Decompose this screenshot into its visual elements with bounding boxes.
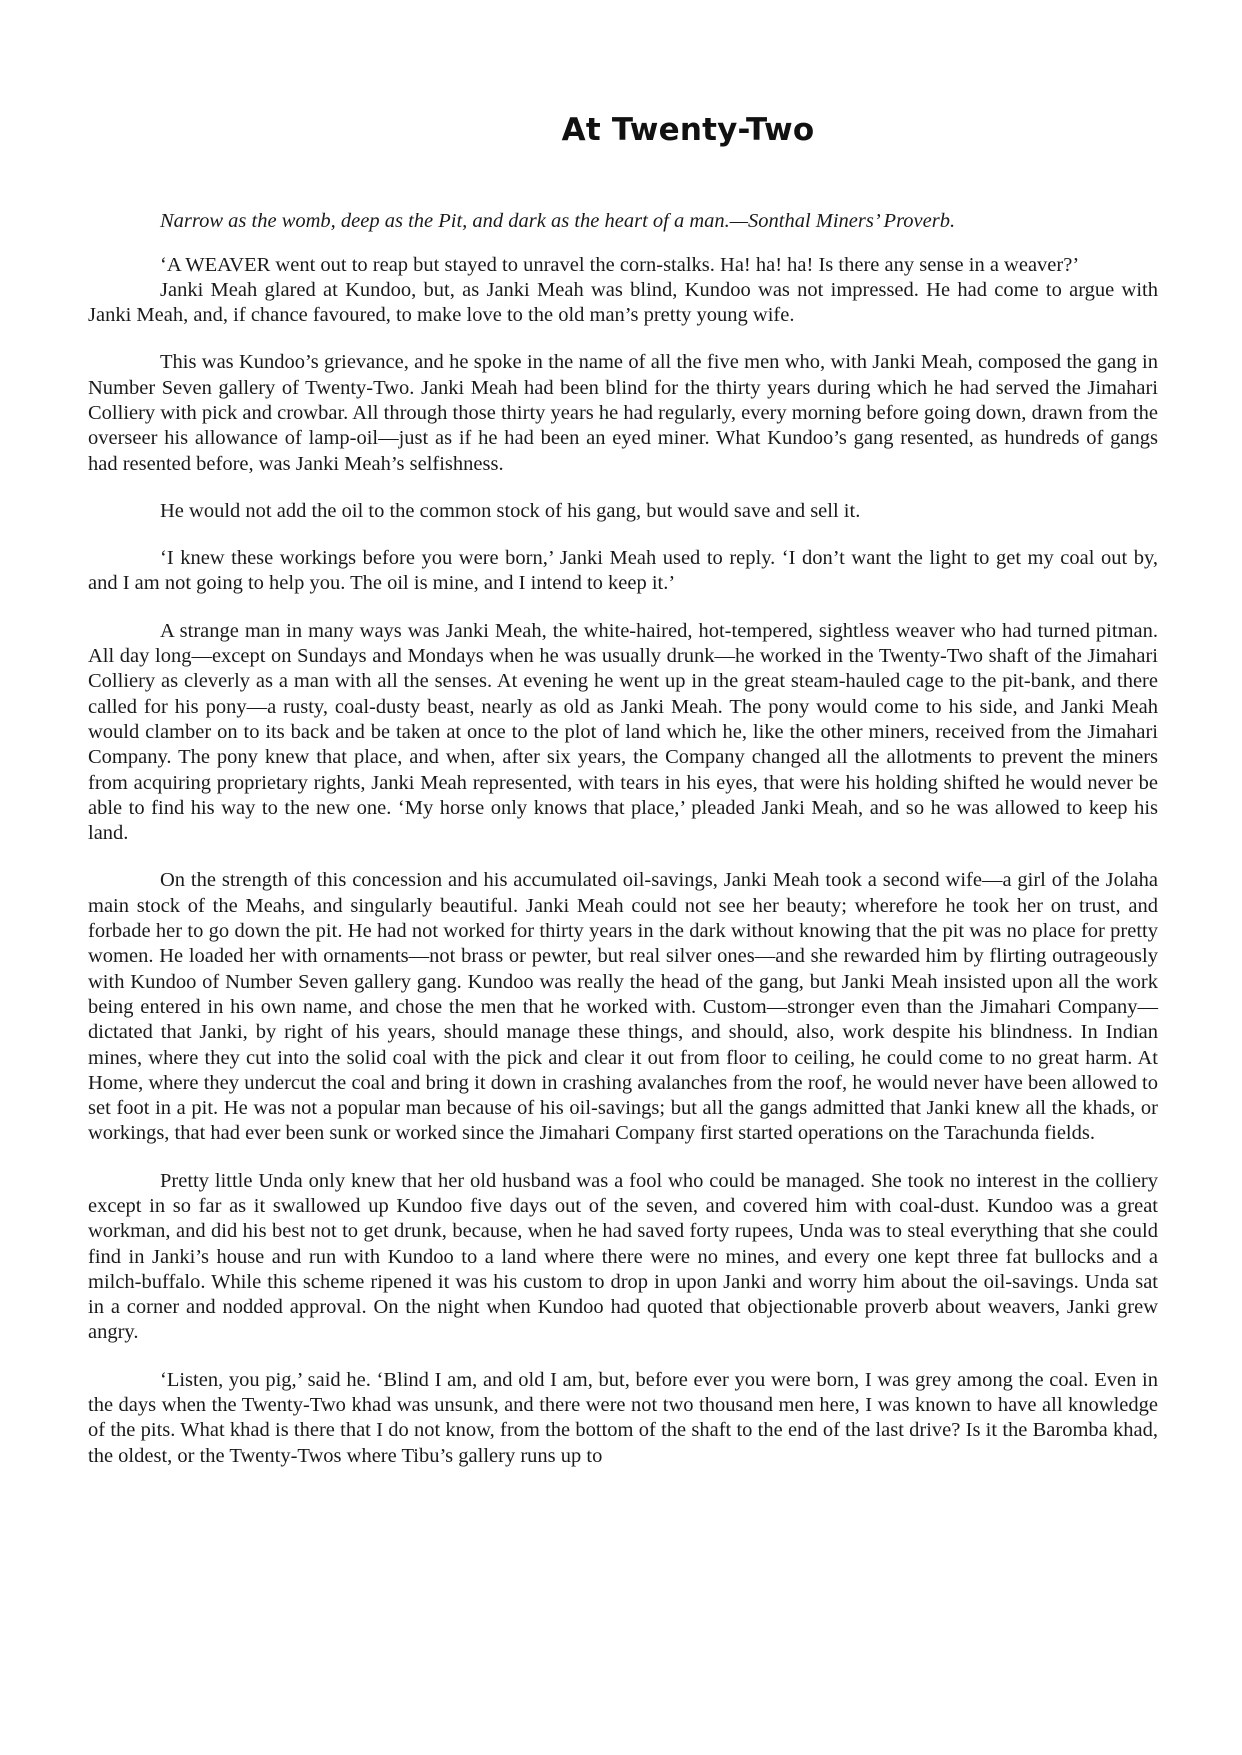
paragraph: ‘Listen, you pig,’ said he. ‘Blind I am, and old I am, but, before ever you were born, I was grey among the coal. Even in the days when the Twenty-Two khad was unsunk, and there were not two thousand men here, I was known to have all knowledge of the pits. What khad is there that I do not know, from the bottom of the shaft to the end of the last drive? Is it the Baromba khad, the oldest, or the Twenty-Twos where Tibu’s gallery runs up to	[88, 1368, 1158, 1467]
paragraph: ‘I knew these workings before you were born,’ Janki Meah used to reply. ‘I don’t want the light to get my coal out by, and I am not going to help you. The oil is mine, and I intend to keep it.’	[88, 547, 1158, 595]
page-title: At Twenty-Two	[561, 112, 815, 148]
paragraph: He would not add the oil to the common stock of his gang, but would save and sell it.	[160, 499, 861, 522]
paragraph: Janki Meah glared at Kundoo, but, as Janki Meah was blind, Kundoo was not impressed. He had come to argue with Janki Meah, and, if chance favoured, to make love to the old man’s pretty young wife.	[88, 278, 1158, 327]
paragraph: On the strength of this concession and his accumulated oil-savings, Janki Meah took a second wife—a girl of the Jolaha main stock of the Meahs, and singularly beautiful. Janki Meah could not see her beauty; wherefore he took her on trust, and forbade her to go down the pit. He had not worked for thirty years in the dark without knowing that the pit was no place for pretty women. He loaded her with ornaments—not brass or pewter, but real silver ones—and she rewarded him by flirting outrageously with Kundoo of Number Seven gallery gang. Kundoo was really the head of the gang, but Janki Meah insisted upon all the work being entered in his own name, and chose the men that he worked with. Custom—stronger even than the Jimahari Company—dictated that Janki, by right of his years, should manage these things, and should, also, work despite his blindness. In Indian mines, where they cut into the solid coal with the pick and clear it out from floor to ceiling, he could come to no great harm. At Home, where they undercut the coal and bring it down in crashing avalanches from the roof, he would never have been allowed to set foot in a pit. He was not a popular man because of his oil-savings; but all the gangs admitted that Janki knew all the khads, or workings, that had ever been sunk or worked since the Jimahari Company first started operations on the Tarachunda fields.	[88, 869, 1158, 1145]
paragraph: Pretty little Unda only knew that her old husband was a fool who could be managed. She took no interest in the colliery except in so far as it swallowed up Kundoo five days out of the seven, and covered him with coal-dust. Kundoo was a great workman, and did his best not to get drunk, because, when he had saved forty rupees, Unda was to steal everything that she could find in Janki’s house and run with Kundoo to a land where there were no mines, and every one kept three fat bullocks and a milch-buffalo. While this scheme ripened it was his custom to drop in upon Janki and worry him about the oil-savings. Unda sat in a corner and nodded approval. On the night when Kundoo had quoted that objectionable proverb about weavers, Janki grew angry.	[88, 1169, 1158, 1344]
paragraph: A strange man in many ways was Janki Meah, the white-haired, hot-tempered, sightless weaver who had turned pitman. All day long—except on Sundays and Mondays when he was usually drunk—he worked in the Twenty-Two shaft of the Jimahari Colliery as cleverly as a man with all the senses. At evening he went up in the great steam-hauled cage to the pit-bank, and there called for his pony—a rusty, coal-dusty beast, nearly as old as Janki Meah. The pony would come to his side, and Janki Meah would clamber on to its back and be taken at once to the plot of land which he, like the other miners, received from the Jimahari Company. The pony knew that place, and when, after six years, the Company changed all the allotments to prevent the miners from acquiring proprietary rights, Janki Meah represented, with tears in his eyes, that were his holding shifted he would never be able to find his way to the new one. ‘My horse only knows that place,’ pleaded Janki Meah, and so he was allowed to keep his land.	[88, 619, 1158, 845]
paragraph: This was Kundoo’s grievance, and he spoke in the name of all the five men who, with Janki Meah, composed the gang in Number Seven gallery of Twenty-Two. Janki Meah had been blind for the thirty years during which he had served the Jimahari Colliery with pick and crowbar. All through those thirty years he had regularly, every morning before going down, drawn from the overseer his allowance of lamp-oil—just as if he had been an eyed miner. What Kundoo’s gang resented, as hundreds of gangs had resented before, was Janki Meah’s selfishness.	[88, 351, 1158, 475]
paragraph: ‘A WEAVER went out to reap but stayed to unravel the corn-stalks. Ha! ha! ha! Is there any sense in a weaver?’	[160, 253, 1080, 276]
epigraph: Narrow as the womb, deep as the Pit, and dark as the heart of a man.—Sonthal Miners’ Proverb.	[160, 210, 956, 232]
